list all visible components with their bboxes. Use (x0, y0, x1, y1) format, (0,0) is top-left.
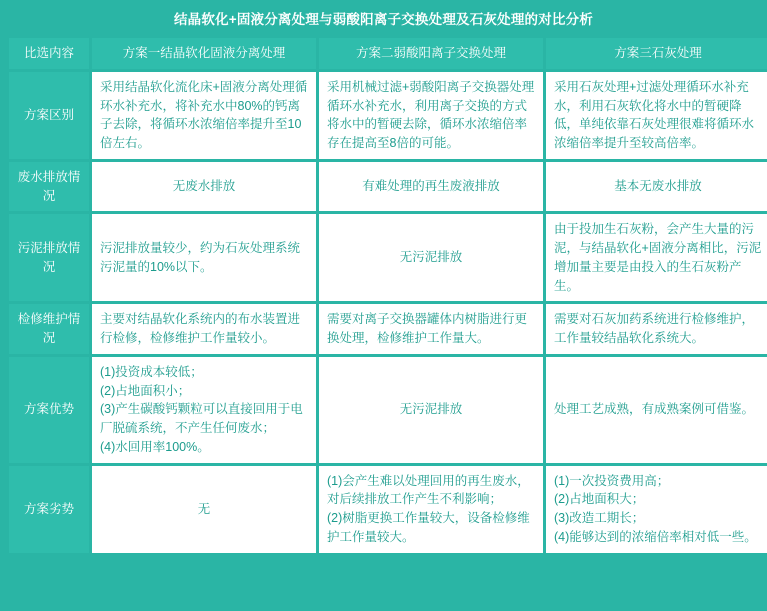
comparison-table (6, 35, 767, 556)
table-header-row (9, 38, 767, 69)
cell-option-2: 有难处理的再生废液排放 (319, 162, 543, 212)
cell-option-1: 污泥排放量较少，约为石灰处理系统污泥量的10%以下。 (92, 214, 316, 301)
cell-option-2: 采用机械过滤+弱酸阳离子交换器处理循环水补充水，利用离子交换的方式将水中的暂硬去除，循环水浓缩倍率存在提高至8倍的可能。 (319, 72, 543, 159)
cell-option-3: 基本无废水排放 (546, 162, 767, 212)
column-header-option-2: 方案二弱酸阳离子交换处理 (319, 38, 543, 69)
column-header-option-3: 方案三石灰处理 (546, 38, 767, 69)
cell-option-2: (1)会产生难以处理回用的再生废水，对后续排放工作产生不利影响； (2)树脂更换工作量较大，设备检修维护工作量较大。 (319, 466, 543, 553)
cell-option-3: 处理工艺成熟，有成熟案例可借鉴。 (546, 357, 767, 463)
cell-option-3: (1)一次投资费用高； (2)占地面积大； (3)改造工期长； (4)能够达到的浓缩倍率相对低一些。 (546, 466, 767, 553)
cell-option-2: 无污泥排放 (319, 214, 543, 301)
cell-option-1: 采用结晶软化流化床+固液分离处理循环水补充水，将补充水中80%的钙离子去除，将循环水浓缩倍率提升至10倍左右。 (92, 72, 316, 159)
page-title: 结晶软化+固液分离处理与弱酸阳离子交换处理及石灰处理的对比分析 (173, 12, 594, 27)
row-label: 检修维护情况 (9, 304, 89, 354)
cell-option-2: 需要对离子交换器罐体内树脂进行更换处理，检修维护工作量大。 (319, 304, 543, 354)
row-label: 污泥排放情况 (9, 214, 89, 301)
table-row (9, 304, 767, 354)
table-row (9, 162, 767, 212)
column-header-criteria: 比选内容 (9, 38, 89, 69)
column-header-option-1: 方案一结晶软化固液分离处理 (92, 38, 316, 69)
table-row (9, 214, 767, 301)
row-label: 废水排放情况 (9, 162, 89, 212)
cell-option-1: 无 (92, 466, 316, 553)
cell-option-1: 主要对结晶软化系统内的布水装置进行检修，检修维护工作量较小。 (92, 304, 316, 354)
row-label: 方案劣势 (9, 466, 89, 553)
table-row (9, 357, 767, 463)
cell-option-1: (1)投资成本较低； (2)占地面积小； (3)产生碳酸钙颗粒可以直接回用于电厂脱硫系统，不产生任何废水； (4)水回用率100%。 (92, 357, 316, 463)
row-label: 方案区别 (9, 72, 89, 159)
cell-option-3: 由于投加生石灰粉，会产生大量的污泥，与结晶软化+固液分离相比，污泥增加量主要是由投入的生石灰粉产生。 (546, 214, 767, 301)
cell-option-3: 采用石灰处理+过滤处理循环水补充水，利用石灰软化将水中的暂硬降低，单纯依靠石灰处理很难将循环水浓缩倍率提升至较高倍率。 (546, 72, 767, 159)
cell-option-2: 无污泥排放 (319, 357, 543, 463)
row-label: 方案优势 (9, 357, 89, 463)
table-row (9, 466, 767, 553)
cell-option-3: 需要对石灰加药系统进行检修维护，工作量较结晶软化系统大。 (546, 304, 767, 354)
cell-option-1: 无废水排放 (92, 162, 316, 212)
table-row (9, 72, 767, 159)
